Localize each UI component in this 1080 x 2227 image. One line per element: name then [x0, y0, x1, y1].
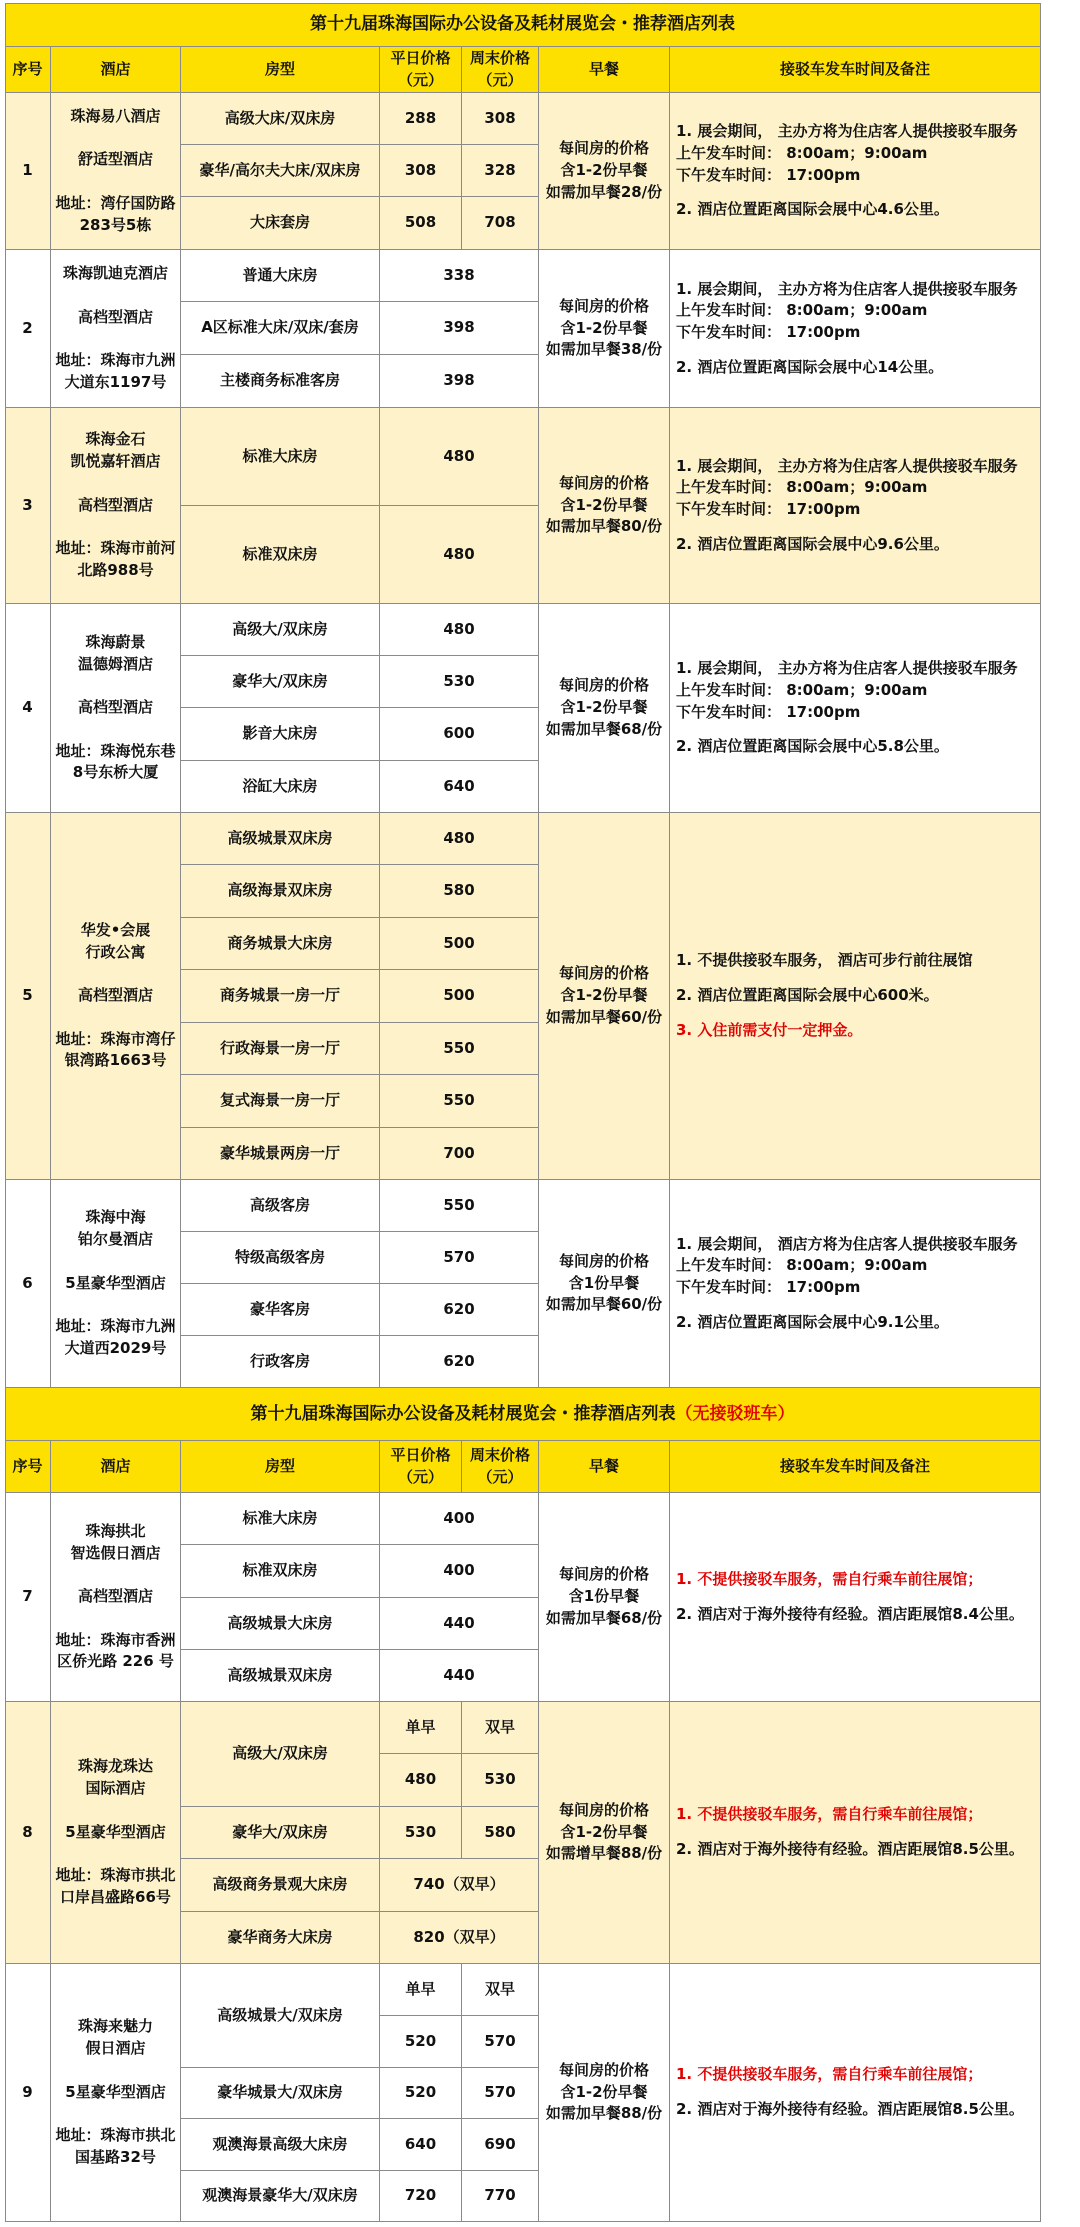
- room-type: 观澳海景豪华大/双床房: [181, 2171, 380, 2222]
- hotel-info-text: 珠海金石 凯悦嘉轩酒店 高档型酒店 地址：珠海市前河 北路988号: [55, 430, 176, 579]
- breakfast-info: [539, 1702, 670, 1964]
- room-type: 标准双床房: [181, 506, 380, 604]
- note-line: 2. 酒店对于海外接待有经验。酒店距展馆8.5公里。: [676, 2100, 1024, 2118]
- note-line: 上午发车时间： 8:00am；9:00am: [676, 680, 928, 699]
- room-type: 标准大床房: [181, 1493, 380, 1545]
- hotel-info: [51, 250, 181, 408]
- room-type: A区标准大床/双床/套房: [181, 302, 380, 355]
- note-line: 2. 酒店位置距离国际会展中心9.6公里。: [676, 534, 949, 553]
- weekend-price: 708: [462, 197, 539, 250]
- double-breakfast-price: 580: [462, 1807, 539, 1859]
- note-line: 下午发车时间： 17:00pm: [676, 165, 861, 184]
- room-type: 高级客房: [181, 1180, 380, 1232]
- room-price: 820（双早）: [380, 1912, 539, 1964]
- room-type: 浴缸大床房: [181, 761, 380, 813]
- header-no: 序号: [5, 47, 51, 93]
- note-line: 1. 展会期间， 主办方将为住店客人提供接驳车服务: [676, 456, 1018, 475]
- hotel-no: 5: [5, 813, 51, 1180]
- room-price: 480: [380, 813, 539, 865]
- hotel-no: 8: [5, 1702, 51, 1964]
- note-line: 1. 不提供接驳车服务， 酒店可步行前往展馆: [676, 951, 973, 970]
- room-type: 商务城景一房一厅: [181, 970, 380, 1023]
- subheader-double: 双早: [462, 1702, 539, 1754]
- hotel-no: 4: [5, 604, 51, 813]
- single-breakfast-price: 520: [380, 2016, 462, 2068]
- room-type: 高级大床/双床房: [181, 93, 380, 145]
- hotel-no: 2: [5, 250, 51, 408]
- hotel-no: 7: [5, 1493, 51, 1702]
- breakfast-info: [539, 604, 670, 813]
- header-weekday-price: 平日价格 （元）: [380, 47, 462, 93]
- note-line: 2. 酒店位置距离国际会展中心14公里。: [676, 357, 944, 376]
- hotel-info-text: 珠海拱北 智选假日酒店 高档型酒店 地址：珠海市香洲 区侨光路 226 号: [55, 1521, 176, 1671]
- room-price: 500: [380, 918, 539, 970]
- title-main: 第十九届珠海国际办公设备及耗材展览会・推荐酒店列表: [250, 1403, 676, 1424]
- note-line: 1. 展会期间， 酒店方将为住店客人提供接驳车服务: [676, 1234, 1018, 1253]
- hotel-info-text: 珠海来魅力 假日酒店 5星豪华型酒店 地址：珠海市拱北 国基路32号: [55, 2017, 176, 2166]
- breakfast-text: 每间房的价格 含1-2份早餐 如需加早餐88/份: [545, 2060, 663, 2123]
- double-breakfast-price: 570: [462, 2068, 539, 2119]
- room-price: 620: [380, 1284, 539, 1336]
- shuttle-notes: [670, 1702, 1041, 1964]
- room-price: 480: [380, 408, 539, 506]
- room-type: 高级城景双床房: [181, 1650, 380, 1702]
- room-type: 标准大床房: [181, 408, 380, 506]
- header-hotel: 酒店: [51, 1441, 181, 1493]
- header-no: 序号: [5, 1441, 51, 1493]
- breakfast-info: [539, 250, 670, 408]
- weekend-price: 328: [462, 145, 539, 197]
- breakfast-text: 每间房的价格 含1-2份早餐 如需加早餐68/份: [545, 676, 663, 738]
- shuttle-notes: [670, 408, 1041, 604]
- room-type: 豪华大/双床房: [181, 1807, 380, 1859]
- single-breakfast-price: 720: [380, 2171, 462, 2222]
- note-line: 上午发车时间： 8:00am；9:00am: [676, 301, 928, 320]
- subheader-double: 双早: [462, 1964, 539, 2016]
- header-room: 房型: [181, 1441, 380, 1493]
- shuttle-notes: [670, 93, 1041, 250]
- note-line-warning: 1. 不提供接驳车服务，需自行乘车前往展馆；: [676, 2065, 983, 2084]
- note-line: 上午发车时间： 8:00am；9:00am: [676, 1256, 928, 1275]
- hotel-info-text: 珠海龙珠达 国际酒店 5星豪华型酒店 地址：珠海市拱北 口岸昌盛路66号: [55, 1757, 176, 1906]
- double-breakfast-price: 690: [462, 2119, 539, 2171]
- hotel-info: [51, 408, 181, 604]
- table-title-no-shuttle: [5, 1388, 1041, 1441]
- room-type: 行政客房: [181, 1336, 380, 1388]
- room-price: 530: [380, 656, 539, 708]
- breakfast-info: [539, 93, 670, 250]
- room-type: 豪华城景两房一厅: [181, 1128, 380, 1180]
- room-price: 700: [380, 1128, 539, 1180]
- room-type: 高级商务景观大床房: [181, 1859, 380, 1912]
- note-line: 1. 展会期间， 主办方将为住店客人提供接驳车服务: [676, 122, 1018, 140]
- hotel-info: [51, 1180, 181, 1388]
- note-line: 上午发车时间： 8:00am；9:00am: [676, 478, 928, 497]
- double-breakfast-price: 770: [462, 2171, 539, 2222]
- room-price: 570: [380, 1232, 539, 1284]
- header-weekend-price: 周末价格 （元）: [462, 1441, 539, 1493]
- room-type: 豪华商务大床房: [181, 1912, 380, 1964]
- room-price: 400: [380, 1493, 539, 1545]
- room-type: 特级高级客房: [181, 1232, 380, 1284]
- hotel-info-text: 珠海易八酒店 舒适型酒店 地址：湾仔国防路 283号5栋: [55, 106, 176, 234]
- room-type: 复式海景一房一厅: [181, 1075, 380, 1128]
- double-breakfast-price: 530: [462, 1754, 539, 1807]
- table-title: 第十九届珠海国际办公设备及耗材展览会・推荐酒店列表: [5, 3, 1041, 47]
- hotel-info: [51, 1702, 181, 1964]
- hotel-no: 1: [5, 93, 51, 250]
- room-type: 标准双床房: [181, 1545, 380, 1598]
- room-price: 740（双早）: [380, 1859, 539, 1912]
- room-type: 豪华/高尔夫大床/双床房: [181, 145, 380, 197]
- hotel-info: [51, 1964, 181, 2222]
- breakfast-text: 每间房的价格 含1-2份早餐 如需加早餐80/份: [545, 473, 663, 536]
- room-price: 398: [380, 355, 539, 408]
- room-price: 600: [380, 708, 539, 761]
- weekday-price: 288: [380, 93, 462, 145]
- note-line: 2. 酒店对于海外接待有经验。酒店距展馆8.5公里。: [676, 1840, 1024, 1858]
- breakfast-info: [539, 408, 670, 604]
- hotel-info-text: 珠海蔚景 温德姆酒店 高档型酒店 地址：珠海悦东巷 8号东桥大厦: [55, 632, 176, 782]
- room-type: 观澳海景高级大床房: [181, 2119, 380, 2171]
- breakfast-text: 每间房的价格 含1份早餐 如需加早餐68/份: [545, 1565, 663, 1627]
- hotel-no: 6: [5, 1180, 51, 1388]
- header-breakfast: 早餐: [539, 1441, 670, 1493]
- breakfast-text: 每间房的价格 含1-2份早餐 如需加早餐38/份: [545, 296, 663, 359]
- header-room: 房型: [181, 47, 380, 93]
- room-type: 豪华客房: [181, 1284, 380, 1336]
- shuttle-notes: [670, 1180, 1041, 1388]
- note-line: 下午发车时间： 17:00pm: [676, 500, 861, 518]
- room-price: 400: [380, 1545, 539, 1598]
- room-price: 620: [380, 1336, 539, 1388]
- room-price: 480: [380, 506, 539, 604]
- room-type: 高级城景大/双床房: [181, 1964, 380, 2068]
- shuttle-notes: [670, 1493, 1041, 1702]
- breakfast-info: [539, 1493, 670, 1702]
- note-line: 下午发车时间： 17:00pm: [676, 323, 861, 341]
- note-line-warning: 3. 入住前需支付一定押金。: [676, 1020, 863, 1039]
- single-breakfast-price: 480: [380, 1754, 462, 1807]
- shuttle-notes: [670, 813, 1041, 1180]
- hotel-info-text: 珠海凯迪克酒店 高档型酒店 地址：珠海市九洲 大道东1197号: [55, 264, 176, 391]
- breakfast-info: [539, 813, 670, 1180]
- header-hotel: 酒店: [51, 47, 181, 93]
- room-type: 豪华城景大/双床房: [181, 2068, 380, 2119]
- hotel-info-text: 珠海中海 铂尔曼酒店 5星豪华型酒店 地址：珠海市九洲 大道西2029号: [55, 1208, 176, 1357]
- breakfast-text: 每间房的价格 含1-2份早餐 如需加早餐60/份: [545, 964, 663, 1026]
- single-breakfast-price: 520: [380, 2068, 462, 2119]
- room-type: 高级城景大床房: [181, 1598, 380, 1650]
- hotel-no: 3: [5, 408, 51, 604]
- single-breakfast-price: 530: [380, 1807, 462, 1859]
- shuttle-notes: [670, 604, 1041, 813]
- header-notes: 接驳车发车时间及备注: [670, 47, 1041, 93]
- room-type: 高级大/双床房: [181, 1702, 380, 1807]
- weekday-price: 508: [380, 197, 462, 250]
- hotel-info: [51, 93, 181, 250]
- room-type: 影音大床房: [181, 708, 380, 761]
- note-line: 上午发车时间： 8:00am；9:00am: [676, 143, 928, 162]
- room-price: 480: [380, 604, 539, 656]
- note-line: 下午发车时间： 17:00pm: [676, 1278, 861, 1296]
- room-price: 338: [380, 250, 539, 302]
- breakfast-info: [539, 1964, 670, 2222]
- note-line: 2. 酒店对于海外接待有经验。酒店距展馆8.4公里。: [676, 1604, 1024, 1623]
- note-line-warning: 1. 不提供接驳车服务，需自行乘车前往展馆；: [676, 1805, 983, 1824]
- hotel-info: [51, 1493, 181, 1702]
- subheader-single: 单早: [380, 1702, 462, 1754]
- shuttle-notes: [670, 1964, 1041, 2222]
- room-price: 440: [380, 1650, 539, 1702]
- single-breakfast-price: 640: [380, 2119, 462, 2171]
- note-line: 2. 酒店位置距离国际会展中心9.1公里。: [676, 1312, 949, 1331]
- note-line: 1. 展会期间， 主办方将为住店客人提供接驳车服务: [676, 279, 1018, 298]
- room-price: 550: [380, 1075, 539, 1128]
- room-type: 高级城景双床房: [181, 813, 380, 865]
- room-type: 主楼商务标准客房: [181, 355, 380, 408]
- room-type: 高级海景双床房: [181, 865, 380, 918]
- header-breakfast: 早餐: [539, 47, 670, 93]
- breakfast-info: [539, 1180, 670, 1388]
- room-type: 行政海景一房一厅: [181, 1023, 380, 1075]
- room-price: 550: [380, 1180, 539, 1232]
- hotel-info-text: 华发•会展 行政公寓 高档型酒店 地址：珠海市湾仔 银湾路1663号: [55, 920, 176, 1070]
- note-line: 2. 酒店位置距离国际会展中心4.6公里。: [676, 200, 949, 219]
- room-price: 398: [380, 302, 539, 355]
- note-line: 下午发车时间： 17:00pm: [676, 702, 861, 721]
- note-line-warning: 1. 不提供接驳车服务，需自行乘车前往展馆；: [676, 1569, 983, 1588]
- room-price: 440: [380, 1598, 539, 1650]
- subheader-single: 单早: [380, 1964, 462, 2016]
- room-type: 大床套房: [181, 197, 380, 250]
- header-notes: 接驳车发车时间及备注: [670, 1441, 1041, 1493]
- note-line: 2. 酒店位置距离国际会展中心600米。: [676, 986, 939, 1005]
- room-type: 豪华大/双床房: [181, 656, 380, 708]
- note-line: 2. 酒店位置距离国际会展中心5.8公里。: [676, 737, 949, 756]
- shuttle-notes: [670, 250, 1041, 408]
- room-price: 640: [380, 761, 539, 813]
- room-price: 580: [380, 865, 539, 918]
- breakfast-text: 每间房的价格 含1-2份早餐 如需加早餐28/份: [545, 139, 663, 201]
- hotel-info: [51, 813, 181, 1180]
- hotel-info: [51, 604, 181, 813]
- breakfast-text: 每间房的价格 含1-2份早餐 如需增早餐88/份: [545, 1800, 663, 1863]
- room-type: 高级大/双床房: [181, 604, 380, 656]
- room-price: 550: [380, 1023, 539, 1075]
- note-line: 1. 展会期间， 主办方将为住店客人提供接驳车服务: [676, 659, 1018, 677]
- title-red-suffix: （无接驳班车）: [675, 1403, 795, 1424]
- room-type: 商务城景大床房: [181, 918, 380, 970]
- header-weekday-price: 平日价格 （元）: [380, 1441, 462, 1493]
- hotel-no: 9: [5, 1964, 51, 2222]
- double-breakfast-price: 570: [462, 2016, 539, 2068]
- room-price: 500: [380, 970, 539, 1023]
- breakfast-text: 每间房的价格 含1份早餐 如需加早餐60/份: [545, 1251, 663, 1314]
- header-weekend-price: 周末价格 （元）: [462, 47, 539, 93]
- room-type: 普通大床房: [181, 250, 380, 302]
- weekend-price: 308: [462, 93, 539, 145]
- weekday-price: 308: [380, 145, 462, 197]
